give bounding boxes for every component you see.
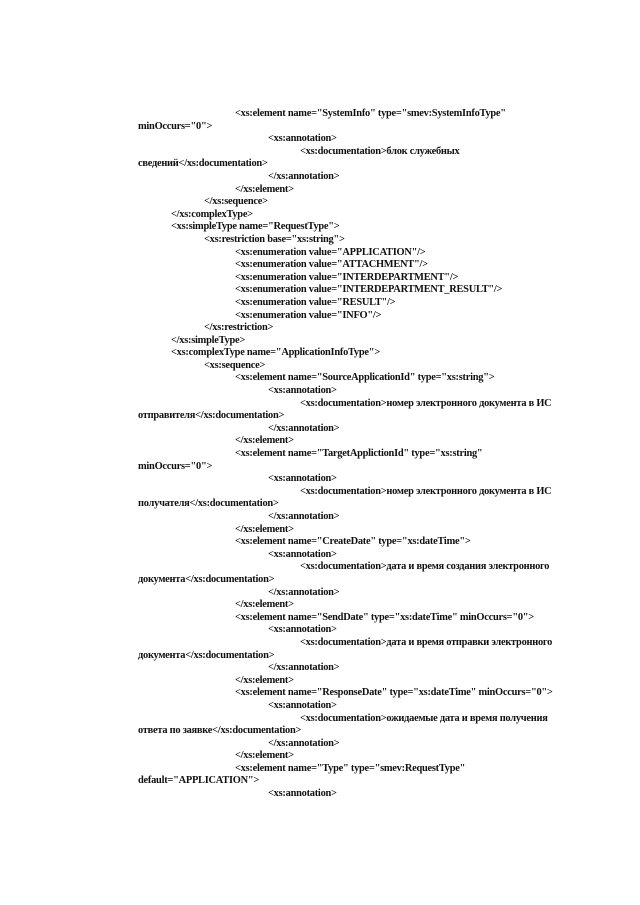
code-line: <xs:documentation>блок служебных: [300, 145, 460, 157]
code-line: <xs:documentation>номер электронного документа в ИС: [300, 397, 552, 409]
code-line: <xs:element name="CreateDate" type="xs:dateTime">: [235, 536, 471, 548]
code-line: </xs:annotation>: [268, 586, 340, 598]
code-line: </xs:complexType>: [171, 208, 253, 220]
code-line: <xs:restriction base="xs:string">: [204, 233, 345, 245]
code-line: документа</xs:documentation>: [138, 649, 275, 661]
code-line: <xs:annotation>: [268, 473, 337, 485]
code-line: <xs:enumeration value="RESULT"/>: [235, 296, 396, 308]
code-line: </xs:element>: [235, 674, 294, 686]
code-line: ответа по заявке</xs:documentation>: [138, 725, 302, 737]
code-line: </xs:element>: [235, 183, 294, 195]
code-line: </xs:annotation>: [268, 511, 340, 522]
code-line: <xs:documentation>дата и время создания электронного: [300, 561, 550, 573]
code-line: </xs:annotation>: [268, 170, 340, 182]
code-line: <xs:element name="SourceApplicationId" type="xs:string">: [235, 372, 495, 384]
code-line: default="APPLICATION">: [138, 775, 260, 787]
code-line: <xs:annotation>: [268, 133, 337, 145]
code-line: <xs:annotation>: [268, 699, 337, 711]
code-line: <xs:enumeration value="ATTACHMENT"/>: [235, 259, 428, 271]
code-line: <xs:enumeration value="INTERDEPARTMENT_RESULT"/>: [235, 284, 503, 296]
code-line: </xs:sequence>: [204, 196, 268, 208]
code-line: <xs:annotation>: [268, 624, 337, 636]
code-line: </xs:element>: [235, 750, 294, 762]
code-line: <xs:annotation>: [268, 788, 337, 800]
code-line: <xs:documentation>дата и время отправки электронного: [300, 636, 553, 648]
code-line: <xs:element name="SendDate" type="xs:dateTime" minOccurs="0">: [235, 611, 534, 623]
code-line: </xs:element>: [235, 599, 294, 611]
code-line: <xs:element name="ResponseDate" type="xs:dateTime" minOccurs="0">: [235, 687, 553, 699]
code-line: <xs:documentation>номер электронного документа в ИС: [300, 485, 552, 497]
code-line: <xs:simpleType name="RequestType">: [171, 221, 340, 233]
code-line: </xs:annotation>: [268, 737, 340, 749]
code-line: <xs:element name="SystemInfo" type="smev:SystemInfoType": [235, 108, 506, 119]
code-line: </xs:simpleType>: [171, 334, 246, 346]
code-line: <xs:annotation>: [268, 385, 337, 397]
code-line: сведений</xs:documentation>: [138, 158, 268, 170]
code-line: документа</xs:documentation>: [138, 573, 275, 585]
code-line: <xs:element name="TargetApplictionId" type="xs:string": [235, 448, 483, 460]
code-line: <xs:enumeration value="INTERDEPARTMENT"/>: [235, 271, 459, 283]
code-line: <xs:annotation>: [268, 548, 337, 560]
code-line: <xs:element name="Type" type="smev:RequestType": [235, 762, 466, 774]
code-line: </xs:annotation>: [268, 422, 340, 434]
code-line: получателя</xs:documentation>: [138, 498, 279, 510]
code-line: <xs:enumeration value="APPLICATION"/>: [235, 246, 426, 258]
code-line: </xs:element>: [235, 435, 294, 447]
code-line: minOccurs="0">: [138, 120, 213, 132]
xml-schema-listing: [0, 108, 640, 801]
code-line: отправителя</xs:documentation>: [138, 410, 285, 422]
code-line: <xs:sequence>: [204, 359, 266, 371]
code-line: <xs:complexType name="ApplicationInfoType">: [171, 347, 380, 359]
code-line: </xs:element>: [235, 523, 294, 535]
code-line: <xs:documentation>ожидаемые дата и время получения: [300, 712, 548, 724]
code-line: </xs:restriction>: [204, 322, 274, 334]
code-line: <xs:enumeration value="INFO"/>: [235, 309, 382, 321]
code-line: </xs:annotation>: [268, 662, 340, 674]
code-line: minOccurs="0">: [138, 460, 213, 472]
